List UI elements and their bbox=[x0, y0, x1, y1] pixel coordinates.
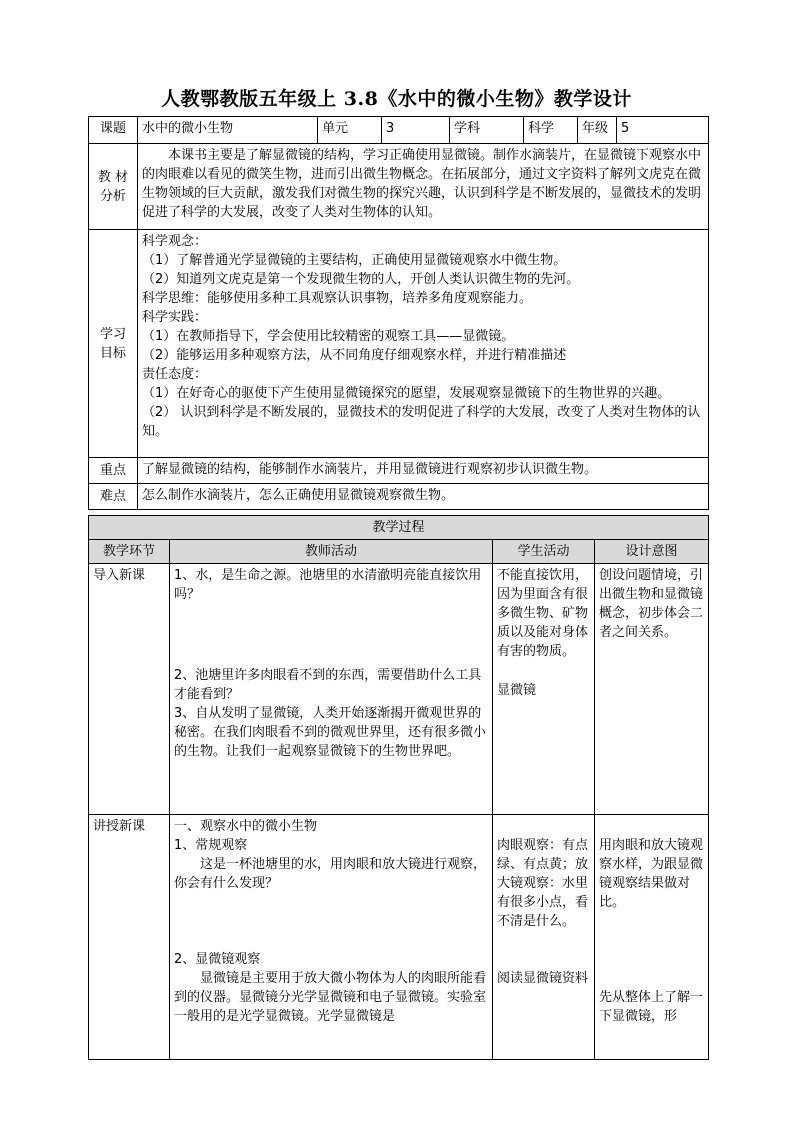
key-point-text: 了解显微镜的结构，能够制作水滴装片，并用显微镜进行观察初步认识微生物。 bbox=[138, 458, 709, 484]
intro-intent: 创设问题情境，引出微生物和显微镜概念，初步体会二者之间关系。 bbox=[595, 564, 709, 815]
teacher-paragraph: 1、常规观察 bbox=[174, 838, 248, 853]
goal-line: （2）知道列文虎克是第一个发现微生物的人，开创人类认识微生物的先河。 bbox=[142, 272, 580, 287]
lecture-student bbox=[493, 815, 595, 1060]
lecture-row bbox=[89, 815, 709, 1060]
analysis-label bbox=[89, 144, 138, 230]
goals-label-line1: 学习 bbox=[99, 326, 126, 342]
student-paragraph: 肉眼观察：有点绿、有点黄；放大镜观察：水里有很多小点，看不清是什么。 bbox=[497, 838, 589, 929]
goal-line: 责任态度： bbox=[142, 367, 208, 382]
intro-row bbox=[89, 564, 709, 815]
analysis-label-line1: 教 材 bbox=[97, 169, 129, 185]
goal-line: （2） 认识到科学是不断发展的，显微技术的发明促进了科学的大发展，改变了人类对生物体的认知。 bbox=[142, 405, 701, 439]
lecture-intent bbox=[595, 815, 709, 1060]
info-row bbox=[89, 117, 709, 144]
column-header: 教师活动 bbox=[170, 540, 493, 564]
goal-line: （1）在教师指导下，学会使用比较精密的观察工具——显微镜。 bbox=[142, 329, 515, 344]
analysis-label-line2: 分析 bbox=[99, 188, 126, 204]
intro-teacher bbox=[170, 564, 493, 815]
analysis-row bbox=[89, 144, 709, 230]
difficulty-text: 怎么制作水滴装片，怎么正确使用显微镜观察微生物。 bbox=[138, 484, 709, 510]
goals-text bbox=[138, 230, 709, 458]
process-header-row bbox=[89, 540, 709, 564]
unit-label: 单元 bbox=[318, 117, 382, 144]
intent-paragraph: 先从整体上了解一下显微镜，形 bbox=[599, 990, 704, 1024]
teaching-process-table bbox=[88, 515, 709, 1060]
analysis-text: 本课书主要是了解显微镜的结构，学习正确使用显微镜。制作水滴装片，在显微镜下观察水中的肉眼难以看见的微笑生物，进而引出微生物概念。在拓展部分，通过文字资料了解列文虎克在微生物领域的巨大贡献，激发我们对微生物的探究兴趣，认识到科学是不断发展的，显微技术的发明促进了科学的大发展，改变了人类对生物体的认知。 bbox=[138, 144, 709, 230]
goal-line: 科学观念： bbox=[142, 234, 208, 249]
difficulty-row bbox=[89, 484, 709, 510]
key-point-label: 重点 bbox=[89, 458, 138, 484]
goal-line: （1）了解普通光学显微镜的主要结构，正确使用显微镜观察水中微生物。 bbox=[142, 253, 567, 268]
student-paragraph: 显微镜 bbox=[497, 683, 537, 698]
student-paragraph: 不能直接饮用，因为里面含有很多微生物、矿物质以及能对身体有害的物质。 bbox=[497, 568, 589, 659]
goals-label bbox=[89, 230, 138, 458]
goal-line: 科学实践： bbox=[142, 310, 208, 325]
course-value: 水中的微小生物 bbox=[138, 117, 318, 144]
column-header: 设计意图 bbox=[595, 540, 709, 564]
difficulty-label: 难点 bbox=[89, 484, 138, 510]
unit-value: 3 bbox=[382, 117, 450, 144]
teacher-paragraph: 2、池塘里许多肉眼看不到的东西，需要借助什么工具才能看到？ bbox=[174, 668, 482, 702]
grade-value: 5 bbox=[617, 117, 709, 144]
lecture-stage: 讲授新课 bbox=[89, 815, 170, 1060]
page-title: 人教鄂教版五年级上 3.8《水中的微小生物》教学设计 bbox=[161, 88, 632, 110]
subject-value: 科学 bbox=[524, 117, 578, 144]
intro-stage: 导入新课 bbox=[89, 564, 170, 815]
goals-label-line2: 目标 bbox=[99, 345, 126, 361]
process-heading: 教学过程 bbox=[89, 516, 709, 540]
column-header: 教学环节 bbox=[89, 540, 170, 564]
lesson-info-table bbox=[88, 116, 709, 510]
teacher-paragraph: 1、水，是生命之源。池塘里的水清澈明亮能直接饮用吗？ bbox=[174, 568, 482, 602]
student-paragraph: 阅读显微镜资料 bbox=[497, 971, 589, 986]
teacher-paragraph: 2、显微镜观察 bbox=[174, 952, 261, 967]
intro-student bbox=[493, 564, 595, 815]
column-header: 学生活动 bbox=[493, 540, 595, 564]
goal-line: （1）在好奇心的驱使下产生使用显微镜探究的愿望，发展观察显微镜下的生物世界的兴趣。 bbox=[142, 386, 671, 401]
process-heading-row bbox=[89, 516, 709, 540]
subject-label: 学科 bbox=[450, 117, 524, 144]
goals-row bbox=[89, 230, 709, 458]
goal-line: 科学思维：能够使用多种工具观察认识事物，培养多角度观察能力。 bbox=[142, 291, 533, 306]
teacher-paragraph: 一、观察水中的微小生物 bbox=[174, 819, 318, 834]
lecture-teacher bbox=[170, 815, 493, 1060]
intent-paragraph: 用肉眼和放大镜观察水样，为跟显微镜观察结果做对比。 bbox=[599, 838, 704, 910]
teacher-paragraph: 显微镜是主要用于放大微小物体为人的肉眼所能看到的仪器。显微镜分光学显微镜和电子显微镜。实验室一般用的是光学显微镜。光学显微镜是 bbox=[174, 971, 487, 1024]
course-label: 课题 bbox=[89, 117, 138, 144]
teacher-paragraph: 这是一杯池塘里的水，用肉眼和放大镜进行观察，你会有什么发现？ bbox=[174, 857, 487, 891]
key-point-row bbox=[89, 458, 709, 484]
grade-label: 年级 bbox=[578, 117, 617, 144]
teacher-paragraph: 3、自从发明了显微镜，人类开始逐渐揭开微观世界的秘密。在我们肉眼看不到的微观世界里，还有很多微小的生物。让我们一起观察显微镜下的生物世界吧。 bbox=[174, 706, 487, 759]
goal-line: （2）能够运用多种观察方法，从不同角度仔细观察水样，并进行精准描述 bbox=[142, 348, 567, 363]
